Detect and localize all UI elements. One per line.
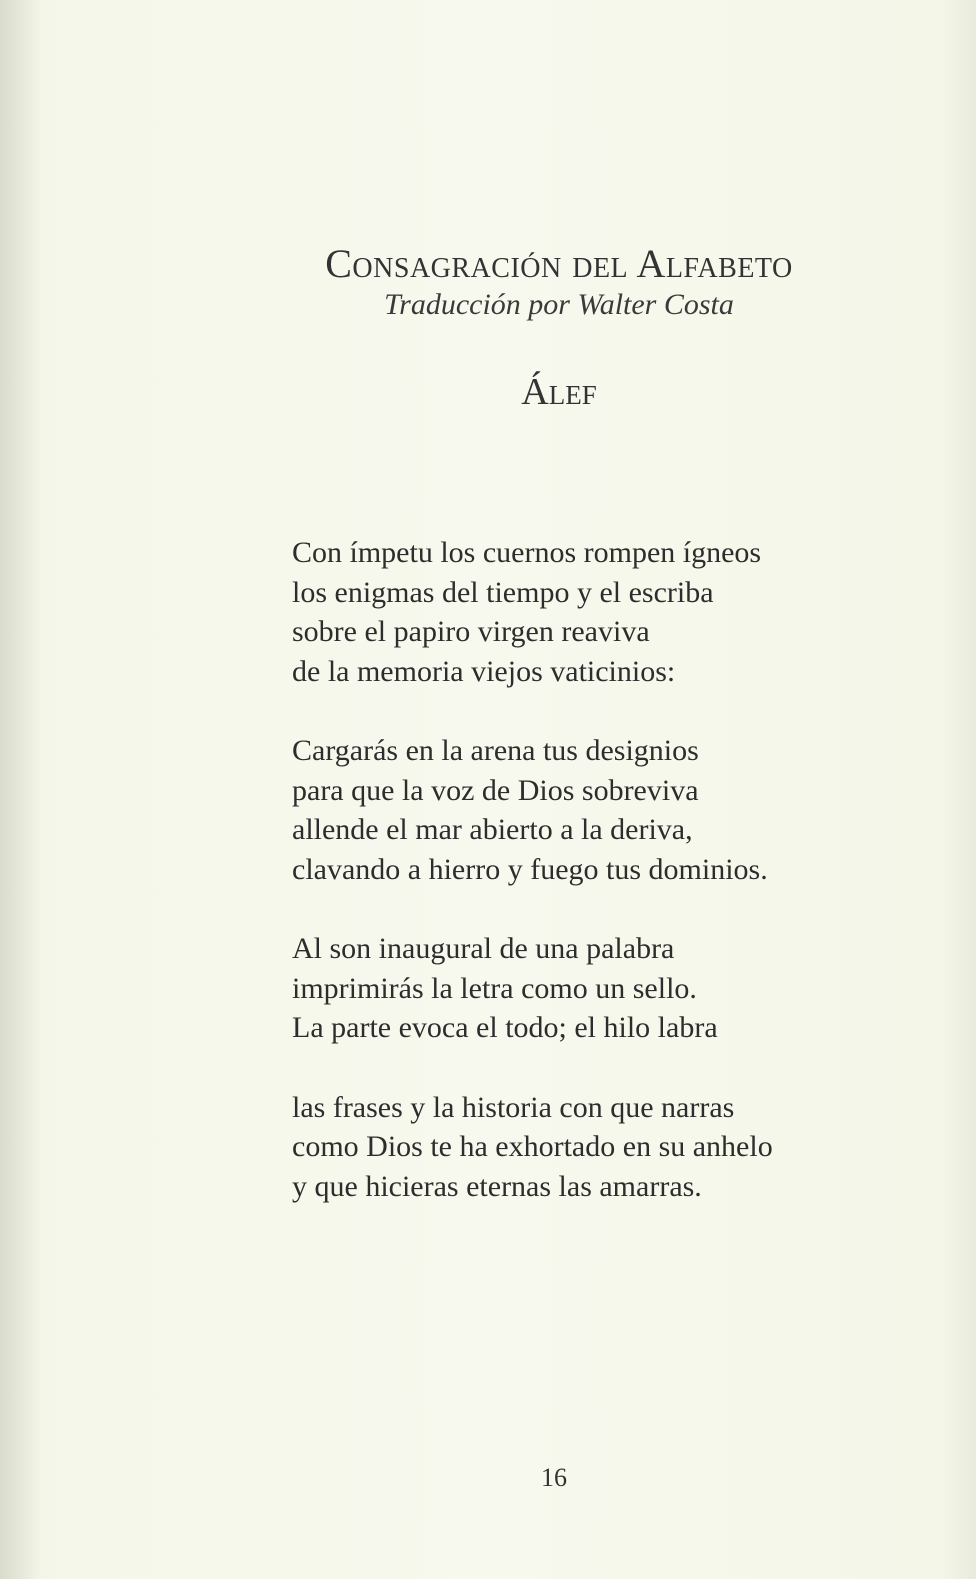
poem-line: Cargarás en la arena tus designios — [292, 734, 699, 767]
poem-line: imprimirás la letra como un sello. — [292, 971, 697, 1005]
stanza-4 — [292, 1088, 892, 1207]
poem-line: La parte evoca el todo; el hilo labra — [292, 1011, 718, 1044]
poem-line: de la memoria viejos vaticinios: — [292, 654, 676, 688]
poem-line: clavando a hierro y fuego tus dominios. — [292, 852, 768, 886]
poem-line: y que hicieras eternas las amarras. — [292, 1169, 702, 1203]
poem-line: sobre el papiro virgen reaviva — [292, 615, 650, 648]
poem-title: Consagración del Alfabeto — [325, 241, 793, 286]
poem-line: las frases y la historia con que narras — [292, 1090, 735, 1124]
poem-line: como Dios te ha exhortado en su anhelo — [292, 1130, 773, 1163]
poem-body — [292, 533, 892, 1246]
stanza-1 — [292, 533, 892, 691]
poem-line: los enigmas del tiempo y el escriba — [292, 575, 714, 609]
page-number: 16 — [541, 1463, 567, 1492]
stanza-3 — [292, 929, 892, 1048]
stanza-2 — [292, 731, 892, 889]
spine-shadow — [0, 0, 40, 1579]
translator-credit: Traducción por Walter Costa — [384, 288, 734, 321]
section-title: Álef — [521, 371, 597, 413]
poem-line: Con ímpetu los cuernos rompen ígneos — [292, 536, 762, 569]
poem-line: allende el mar abierto a la deriva, — [292, 813, 693, 846]
poem-line: Al son inaugural de una palabra — [292, 932, 675, 965]
poem-line: para que la voz de Dios sobreviva — [292, 773, 699, 807]
